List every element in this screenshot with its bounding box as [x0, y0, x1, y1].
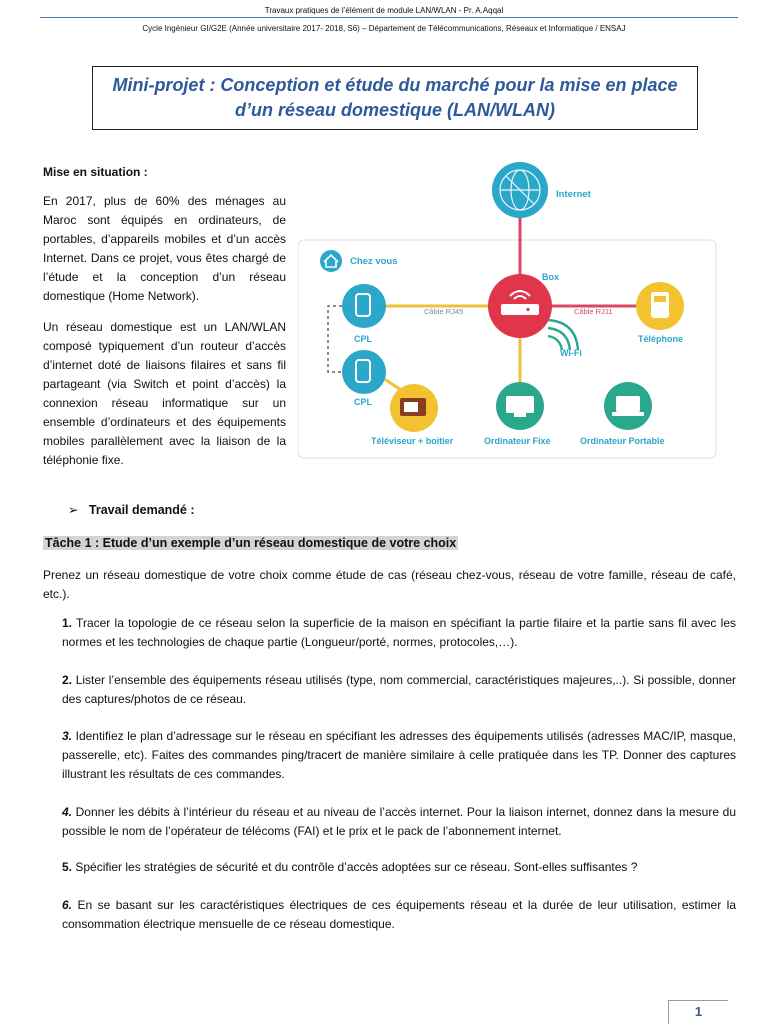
list-item	[62, 803, 736, 841]
laptop-base-icon	[612, 412, 644, 416]
tv-display-icon	[404, 402, 418, 412]
box-label: Box	[542, 272, 560, 282]
phone-handset-icon	[651, 292, 669, 318]
home-network-diagram	[298, 160, 718, 460]
intro-paragraph-2: Un réseau domestique est un LAN/WLAN composé typiquement d’un routeur d’accès d’internet doté de liaisons filaires et sans fil partageant (via Switch et point d’accès) la connexion réseau informatique sur un ensemble d’ordinateurs et des équipements mobiles parallèlement avec la liaison de la téléphonie fixe.	[43, 320, 286, 467]
phone-screen-icon	[654, 296, 666, 302]
travail-demande-label: Travail demandé :	[88, 503, 195, 517]
chez-vous-label: Chez vous	[350, 256, 398, 267]
house-icon	[320, 250, 342, 272]
cpl-adapter-2-icon	[342, 350, 386, 394]
item-number: 4.	[62, 805, 73, 819]
telephone-label: Téléphone	[638, 334, 684, 344]
travail-demande-heading	[68, 502, 195, 517]
pc-portable-label: Ordinateur Portable	[580, 436, 665, 446]
item-text: Identifiez le plan d’adressage sur le réseau en spécifiant les adresses des équipements utilisés (adresses MAC/IP, masque, passerelle, etc). Faites des commandes ping/tracert de manière similaire à celle pratiquée dans les TP. Donner des captures illustrant les résultats de ces commandes.	[62, 729, 736, 781]
list-item	[62, 727, 736, 784]
cable-rj45-label: Câble RJ45	[424, 307, 464, 316]
item-number: 3.	[62, 729, 73, 743]
intro-paragraph-1: En 2017, plus de 60% des ménages au Maroc sont équipés en ordinateurs, de portables, d’appareils mobiles et d’un accès Internet. Dans ce projet, vous êtes chargé de l’étude et la conception d’un réseau domestique (Home Network).	[43, 194, 286, 303]
cpl-adapter-icon	[342, 284, 386, 328]
item-text: Donner les débits à l’intérieur du réseau et au niveau de l’accès internet. Pour la liaison internet, donnez dans la mesure du possible le nom de l’opérateur de télécoms (FAI) et le prix et le pack de l’abonnement internet.	[62, 805, 736, 838]
list-item	[62, 671, 736, 709]
arrow-bullet-icon: ➢	[68, 503, 79, 517]
laptop-screen-icon	[616, 396, 640, 412]
item-number: 5.	[62, 860, 73, 874]
router-led-icon	[526, 308, 529, 311]
monitor-stand-icon	[514, 413, 526, 417]
title-line-1: Mini-projet : Conception et étude du marché pour la mise en place	[112, 75, 678, 95]
title-line-2: d’un réseau domestique (LAN/WLAN)	[234, 100, 555, 120]
header-divider	[40, 17, 738, 18]
wifi-label: Wi-Fi	[560, 348, 582, 358]
page-number: 1	[668, 1000, 728, 1024]
item-text: Spécifier les stratégies de sécurité et du contrôle d’accès adoptées sur ce réseau. Sont-elles suffisantes ?	[72, 860, 638, 874]
document-title-box	[92, 66, 698, 130]
item-text: Tracer la topologie de ce réseau selon la superficie de la maison en spécifiant la partie filaire et la partie sans fil avec les normes et les technologies de chaque partie (Longueur/porté, normes, protocoles,…).	[62, 616, 736, 649]
cpl-label-1: CPL	[354, 334, 372, 344]
item-text: Lister l’ensemble des équipements réseau utilisés (type, nom commercial, caractéristiques majeures,..). Si possible, donner des captures/photos de ce réseau.	[62, 673, 736, 706]
pc-fixe-label: Ordinateur Fixe	[484, 436, 551, 446]
running-header-subtitle: Cycle Ingénieur GI/G2E (Année universitaire 2017- 2018, S6) – Département de Télécommunications, Réseaux et Informatique / ENSAJ	[142, 24, 626, 33]
task-intro-paragraph: Prenez un réseau domestique de votre choix comme étude de cas (réseau chez-vous, réseau de votre famille, réseau de café, etc.).	[43, 568, 736, 601]
item-text: En se basant sur les caractéristiques électriques de ces équipements réseau et la durée de leur utilisation, estimer la consommation électrique mensuelle de ce réseau domestique.	[62, 898, 736, 931]
list-item	[62, 896, 736, 934]
internet-label: Internet	[556, 189, 591, 200]
cpl-label-2: CPL	[354, 397, 372, 407]
tv-label: Téléviseur + boitier	[371, 436, 454, 446]
item-number: 2.	[62, 673, 73, 687]
item-number: 1.	[62, 616, 73, 630]
cable-rj11-label: Câble RJ11	[574, 307, 613, 316]
monitor-icon	[506, 396, 534, 413]
list-item	[62, 858, 736, 877]
running-header-title: Travaux pratiques de l’élément de module LAN/WLAN - Pr. A.Aqqal	[264, 6, 504, 15]
section-heading-mise-en-situation: Mise en situation :	[43, 165, 148, 179]
router-body-icon	[501, 304, 539, 315]
tache-1-heading: Tâche 1 : Etude d’un exemple d’un réseau domestique de votre choix	[45, 536, 457, 550]
list-item	[62, 614, 736, 652]
item-number: 6.	[62, 898, 73, 912]
